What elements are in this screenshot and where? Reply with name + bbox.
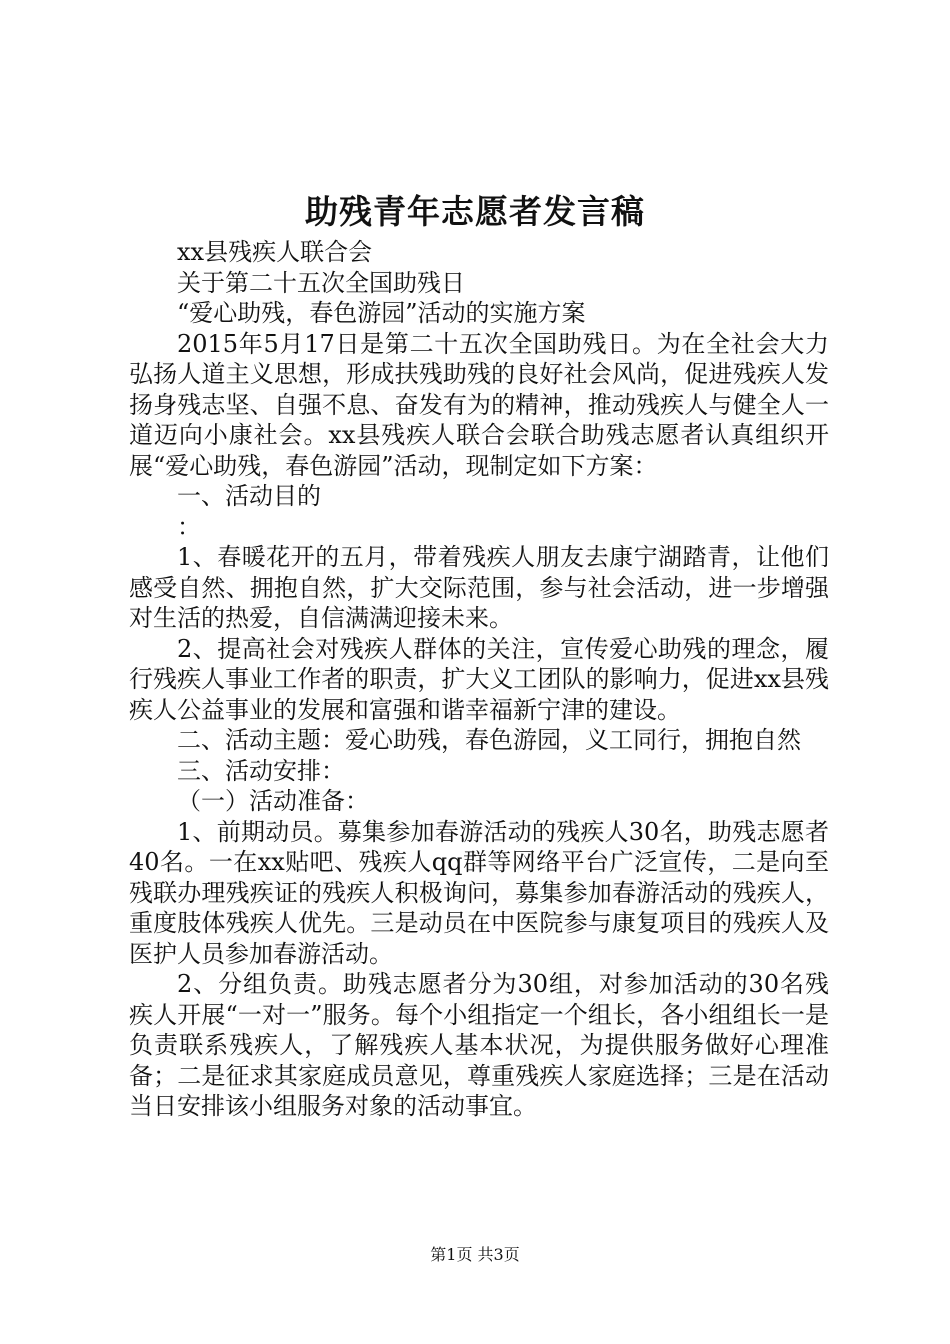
subsection-heading-preparation: （一）活动准备： xyxy=(177,787,369,815)
section-heading-purpose: 一、活动目的 xyxy=(177,482,321,510)
colon-line: ： xyxy=(177,512,201,541)
section-heading-theme: 二、活动主题：爱心助残，春色游园，义工同行，拥抱自然 xyxy=(177,726,801,754)
plan-title: “爱心助残，春色游园”活动的实施方案 xyxy=(177,299,586,327)
preparation-item-2: 2、分组负责。助残志愿者分为30组，对参加活动的30名残疾人开展“一对一”服务。每个小组指定一个组长，各小组组长一是负责联系残疾人，了解残疾人基本状况，为提供服务做好心理准备；二是征求其家庭成员意见，尊重残疾人家庭选择；三是在活动当日安排该小组服务对象的活动事宜。 xyxy=(129,970,829,1120)
page-number-footer: 第1页 共3页 xyxy=(430,1245,520,1264)
section-heading-arrangement: 三、活动安排： xyxy=(177,756,345,785)
org-name: xx县残疾人联合会 xyxy=(177,238,373,266)
purpose-item-1: 1、春暖花开的五月，带着残疾人朋友去康宁湖踏青，让他们感受自然、拥抱自然，扩大交际范围，参与社会活动，进一步增强对生活的热爱，自信满满迎接未来。 xyxy=(129,543,829,632)
intro-paragraph: 2015年5月17日是第二十五次全国助残日。为在全社会大力弘扬人道主义思想，形成扶残助残的良好社会风尚，促进残疾人发扬身残志坚、自强不息、奋发有为的精神，推动残疾人与健全人一道迈向小康社会。xx县残疾人联合会联合助残志愿者认真组织开展“爱心助残，春色游园”活动，现制定如下方案： xyxy=(129,329,829,480)
preparation-item-1: 1、前期动员。募集参加春游活动的残疾人30名，助残志愿者40名。一在xx贴吧、残疾人qq群等网络平台广泛宣传，二是向至残联办理残疾证的残疾人积极询问，募集参加春游活动的残疾人，重度肢体残疾人优先。三是动员在中医院参与康复项目的残疾人及医护人员参加春游活动。 xyxy=(129,817,829,968)
document-title: 助残青年志愿者发言稿 xyxy=(305,192,645,231)
document-body xyxy=(129,237,829,1122)
purpose-item-2: 2、提高社会对残疾人群体的关注，宣传爱心助残的理念，履行残疾人事业工作者的职责，扩大义工团队的影响力，促进xx县残疾人公益事业的发展和富强和谐幸福新宁津的建设。 xyxy=(129,634,829,724)
subtitle-line: 关于第二十五次全国助残日 xyxy=(177,268,465,297)
